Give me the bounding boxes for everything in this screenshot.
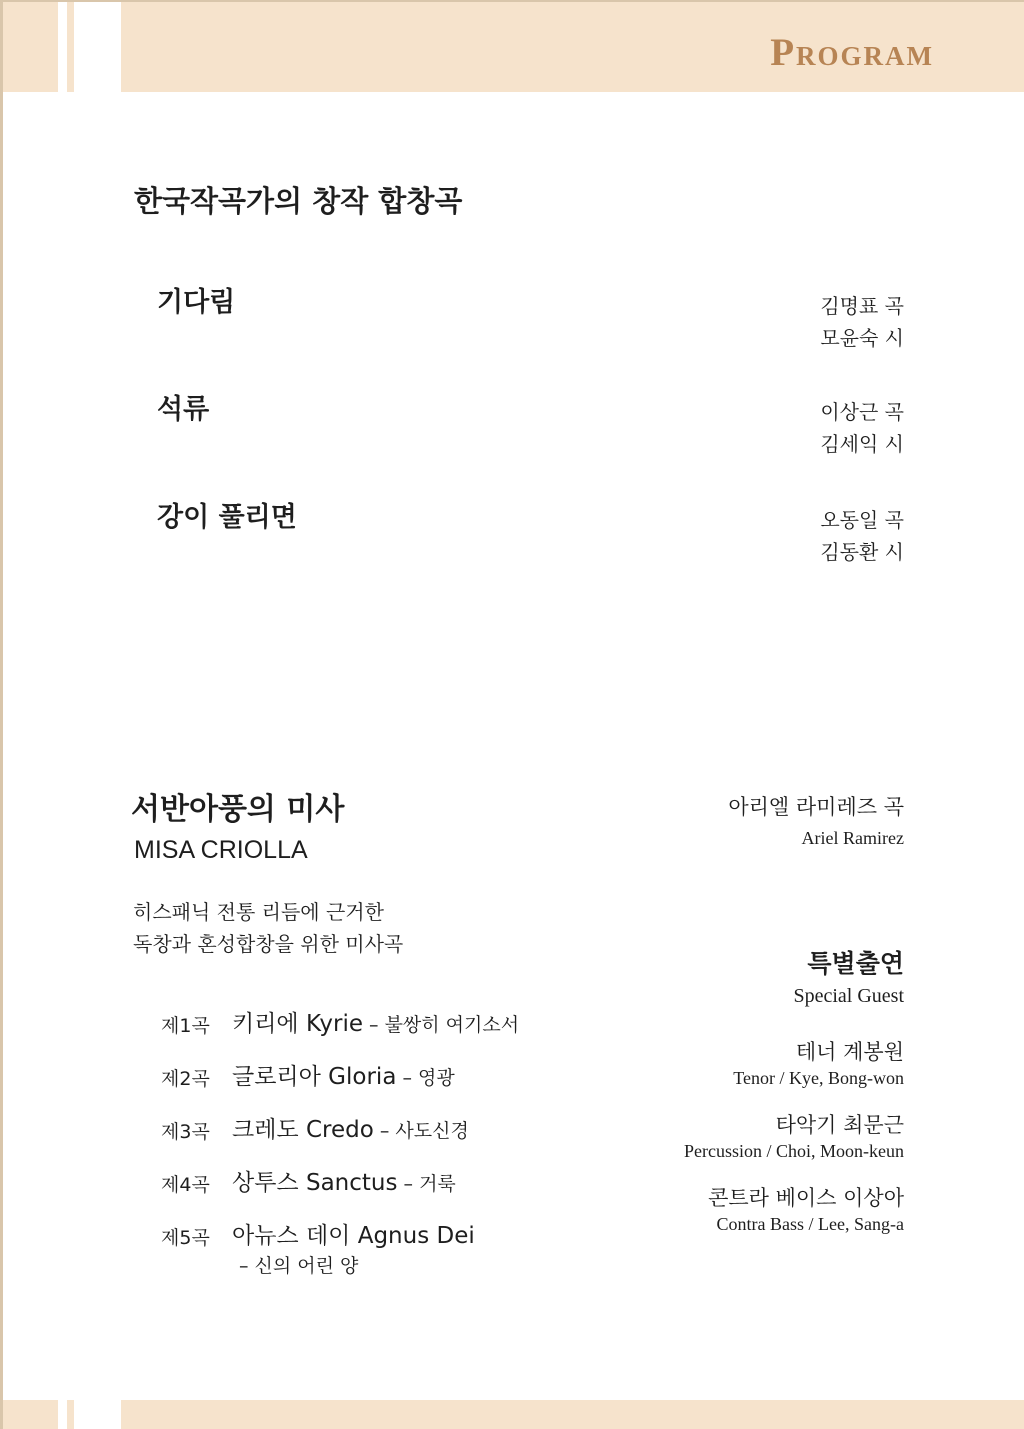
part2-heading: 서반아풍의 미사 — [131, 792, 345, 827]
movement-title — [232, 1171, 456, 1196]
movement-number: 제5곡 — [161, 1227, 210, 1249]
performer-name: 테너 계봉원 — [795, 1040, 904, 1064]
page-edge-left — [0, 0, 3, 1429]
movement-number: 제4곡 — [161, 1174, 210, 1196]
performer-name: 콘트라 베이스 이상아 — [708, 1186, 904, 1210]
movement-name: 크레도 Credo — [232, 1117, 374, 1143]
special-guest-heading: 특별출연 — [807, 949, 904, 978]
movement-title — [232, 1065, 455, 1090]
performer-name: 타악기 최문근 — [775, 1113, 904, 1137]
part1-heading: 한국작곡가의 창작 합창곡 — [134, 184, 463, 218]
movement-number: 제3곡 — [161, 1121, 210, 1143]
header-band-block — [3, 2, 58, 92]
movement-name: 글로리아 Gloria — [232, 1064, 397, 1090]
movement-dash: – — [373, 1120, 396, 1142]
performer-role: Contra Bass / Lee, Sang-a — [716, 1214, 904, 1234]
movement-number: 제1곡 — [161, 1015, 210, 1037]
lyricist: 김세익 시 — [820, 432, 904, 456]
composer: 김명표 곡 — [820, 294, 904, 318]
song-title: 석류 — [157, 394, 210, 425]
movement-title: 아뉴스 데이 Agnus Dei — [232, 1223, 475, 1249]
footer-band-stripe — [67, 1400, 74, 1429]
lyricist: 김동환 시 — [820, 540, 904, 564]
performer-role: Percussion / Choi, Moon-keun — [684, 1141, 904, 1161]
movement-meaning: – 신의 어린 양 — [239, 1255, 359, 1277]
song-credit — [820, 290, 904, 354]
movement-title — [232, 1118, 469, 1143]
description-line: 독창과 혼성합창을 위한 미사곡 — [133, 932, 404, 956]
part2-heading-en: MISA CRIOLLA — [134, 836, 308, 864]
header-band-stripe — [67, 2, 74, 92]
composer: 오동일 곡 — [820, 508, 904, 532]
movement-dash: – — [362, 1014, 385, 1036]
performer-role: Tenor / Kye, Bong-won — [733, 1068, 904, 1088]
movement-meaning: 영광 — [418, 1067, 455, 1089]
footer-band — [121, 1400, 1024, 1429]
footer-band-block — [3, 1400, 58, 1429]
movement-dash: – — [396, 1067, 419, 1089]
movement-dash: – — [397, 1173, 420, 1195]
part2-description — [133, 896, 403, 960]
program-title: Program — [770, 31, 934, 74]
song-title: 강이 풀리면 — [157, 502, 297, 533]
movement-meaning: 사도신경 — [395, 1120, 469, 1142]
movement-meaning: 불쌍히 여기소서 — [384, 1014, 520, 1036]
special-guest-heading-en: Special Guest — [793, 985, 904, 1007]
composer: 이상근 곡 — [820, 400, 904, 424]
song-credit — [820, 396, 904, 460]
movement-name: 상투스 Sanctus — [232, 1170, 398, 1196]
mass-composer-en: Ariel Ramirez — [801, 828, 904, 848]
movement-number: 제2곡 — [161, 1068, 210, 1090]
mass-composer: 아리엘 라미레즈 곡 — [728, 795, 904, 819]
lyricist: 모윤숙 시 — [820, 326, 904, 350]
song-credit — [820, 504, 904, 568]
song-title: 기다림 — [157, 287, 236, 318]
movement-name: 키리에 Kyrie — [232, 1011, 363, 1037]
description-line: 히스패닉 전통 리듬에 근거한 — [133, 900, 384, 924]
movement-meaning: 거룩 — [419, 1173, 456, 1195]
movement-title — [232, 1012, 519, 1037]
